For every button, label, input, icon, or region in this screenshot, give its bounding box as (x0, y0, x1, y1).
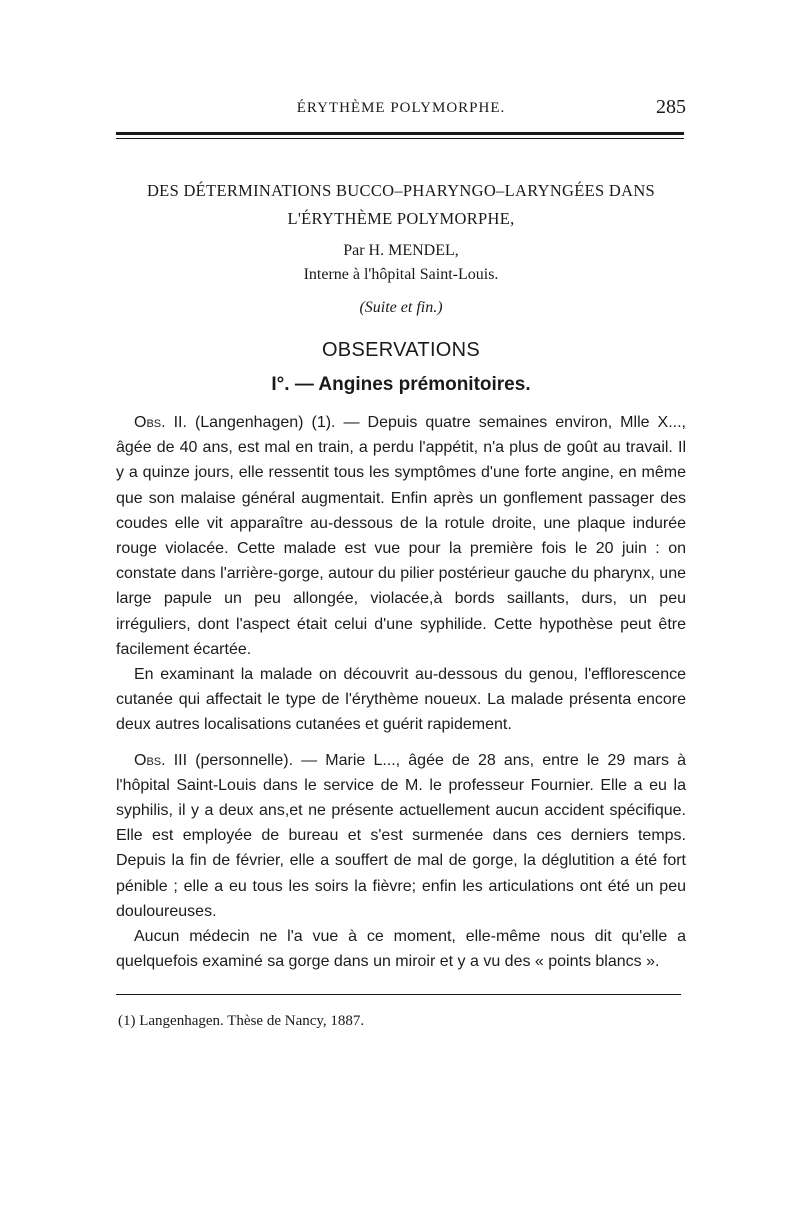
author-affiliation: Interne à l'hôpital Saint-Louis. (303, 266, 499, 283)
observation-3-label: Obs. III (134, 751, 188, 769)
footnote: (1) Langenhagen. Thèse de Nancy, 1887. (118, 1013, 365, 1030)
observation-3-paragraph-2: Aucun médecin ne l'a vue à ce moment, elle-même nous dit qu'elle a quelquefois examiné sa gorge dans un miroir et y a vu des « points blancs ». (116, 928, 686, 971)
continued-note: (Suite et fin.) (359, 299, 443, 316)
observation-3-text: (personnelle). — Marie L..., âgée de 28 ans, entre le 29 mars à l'hôpital Saint-Louis dans le service de M. le professeur Fournier. Elle a eu la syphilis, il y a deux ans,et ne présente actuellement aucun accident spécifique. Elle est employée de bureau et s'est surmenée dans ces derniers temps. Depuis la fin de février, elle a souffert de mal de gorge, la déglutition a été fort pénible ; elle a eu tous les soirs la fièvre; enfin les articulations ont été un peu douloureuses. (116, 751, 686, 920)
observation-2-label: Obs. II. (134, 414, 187, 431)
page-number: 285 (656, 96, 686, 118)
running-header (116, 96, 686, 122)
byline (116, 239, 686, 287)
observation-2-paragraph-2: En examinant la malade on découvrit au-dessous du genou, l'efflorescence cutanée qui affectait le type de l'érythème noueux. La malade présenta encore deux autres localisations cutanées et guérit rapidement. (116, 666, 686, 734)
observation-2-text: (Langenhagen) (1). — Depuis quatre semaines environ, Mlle X..., âgée de 40 ans, est mal en train, a perdu l'appétit, n'a plus de goût au travail. Il y a quinze jours, elle ressentit tous les symptômes d'une forte angine, en même que son malaise général augmentait. Enfin après un gonflement passager des coudes elle vit apparaître au-dessous de la rotule droite, une plaque indurée rouge violacée. Cette malade est vue pour la première fois le 20 juin : on constate dans l'arrière-gorge, autour du pilier postérieur gauche du pharynx, une large papule un peu allongée, violacée,à bords saillants, durs, un peu irréguliers, dont l'aspect était celui d'une syphilide. Cette hypothèse peut être facilement écartée. (116, 414, 686, 658)
running-title: ÉRYTHÈME POLYMORPHE. (296, 100, 506, 116)
document-page (116, 96, 686, 1030)
article-title-line-1: DES DÉTERMINATIONS BUCCO–PHARYNGO–LARYNGÉES DANS (146, 181, 656, 200)
footnote-rule (116, 994, 681, 995)
observation-2-paragraph-1 (116, 410, 686, 662)
section-heading: OBSERVATIONS (321, 339, 481, 361)
author: Par H. MENDEL, (343, 242, 459, 259)
body-text (116, 410, 686, 974)
observation-3-paragraph-1 (116, 748, 686, 924)
subsection-heading: I°. — Angines prémonitoires. (271, 374, 531, 395)
article-title-line-2: L'ÉRYTHÈME POLYMORPHE, (287, 209, 515, 228)
article-title (116, 177, 686, 233)
header-double-rule (116, 132, 684, 139)
